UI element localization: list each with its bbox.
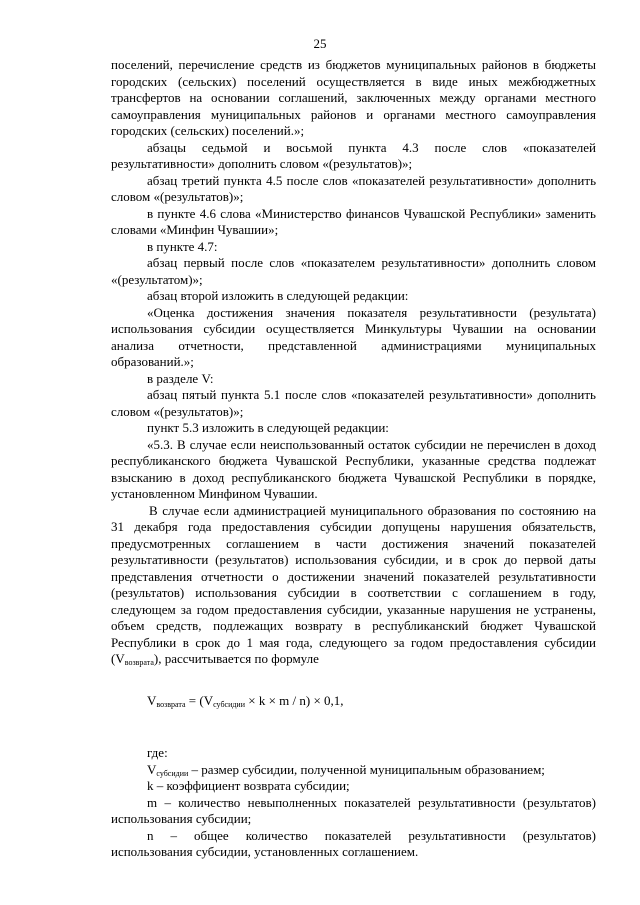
paragraph: абзац второй изложить в следующей редакции: [147,288,409,303]
paragraph: «5.3. В случае если неиспользованный остаток субсидии не перечислен в доход республиканского бюджета Чувашской Республики, указанные средства подлежат взысканию в доход республиканского бюджета Чувашской Республики в порядке, установленном Минфином Чувашии. [111,436,596,501]
paragraph: «Оценка достижения значения показателя результативности (результата) использования субсидии осуществляется Минкультуры Чувашии на основании анализа отчетности, представленной администрациями муниципальных образований.»; [111,304,596,369]
definition-text: – коэффициент возврата субсидии; [153,778,350,793]
formula-subscript: субсидии [213,699,245,709]
paragraph: поселений, перечисление средств из бюджетов муниципальных районов в бюджеты городских (сельских) поселений осуществляется в виде иных межбюджетных трансфертов на основании соглашений, заключенных между органами местного самоуправления муниципальных районов и органами местного самоуправления городских (сельских) поселений.»; [111,57,596,138]
document-body [111,57,596,861]
formula-subscript: возврата [156,699,186,709]
paragraph: в пункте 4.6 слова «Министерство финансов Чувашской Республики» заменить словами «Минфин Чувашии»; [111,205,596,237]
paragraph: в разделе V: [147,370,214,386]
definition-subscript: субсидии [156,768,189,778]
page-number: 25 [313,36,327,51]
definition-text: – количество невыполненных показателей результативности (результатов) использования субсидии; [111,794,596,826]
definition-symbol: k [147,778,154,793]
formula-symbol: V [147,692,157,708]
paragraph: абзац пятый пункта 5.1 после слов «показателей результативности» дополнить словом «(результатов)»; [111,387,596,419]
definition-item [111,828,596,861]
paragraph [111,503,596,668]
definition-symbol: n [147,827,154,843]
formula [111,693,596,710]
paragraph: абзацы седьмой и восьмой пункта 4.3 после слов «показателей результативности» дополнить словом «(результатов)»; [111,139,596,171]
paragraph-text: В случае если администрацией муниципального образования по состоянию на 31 декабря года предоставления субсидии допущены нарушения обязательств, предусмотренных соглашением в части достижения значений показателей результативности (результатов) использования субсидии, и в срок до первой даты представления отчетности о достижении значений показателей результативности (результатов) использования субсидии в соответствии с соглашением в году, следующем за годом предоставления субсидии, указанные нарушения не устранены, объем средств, подлежащих возврату в республиканский бюджет Чувашской Республики в срок до 1 мая года, следующего за годом предоставления субсидии (V [111,502,596,666]
definition-item [111,778,596,795]
paragraph-tail: ), рассчитывается по формуле [153,651,319,666]
definition-item [111,762,596,779]
paragraph: пункт 5.3 изложить в следующей редакции: [147,420,389,435]
definition-symbol: V [147,761,157,777]
paragraph: в пункте 4.7: [147,238,218,254]
formula-part: × k × m / n) × 0,1, [244,692,344,708]
definition-text: – общее количество показателей результативности (результатов) использования субсидии, установленных соглашением. [111,827,596,859]
paragraph: абзац третий пункта 4.5 после слов «показателей результативности» дополнить словом «(результатов)»; [111,172,596,204]
paragraph: абзац первый после слов «показателем результативности» дополнить словом «(результатом)»; [111,255,596,287]
formula-part: = (V [185,692,214,708]
definition-item [111,795,596,828]
definition-symbol: m [147,794,158,810]
subscript: возврата [124,658,154,667]
definition-text: – размер субсидии, полученной муниципальным образованием; [188,761,545,777]
definitions-intro: где: [147,745,168,760]
